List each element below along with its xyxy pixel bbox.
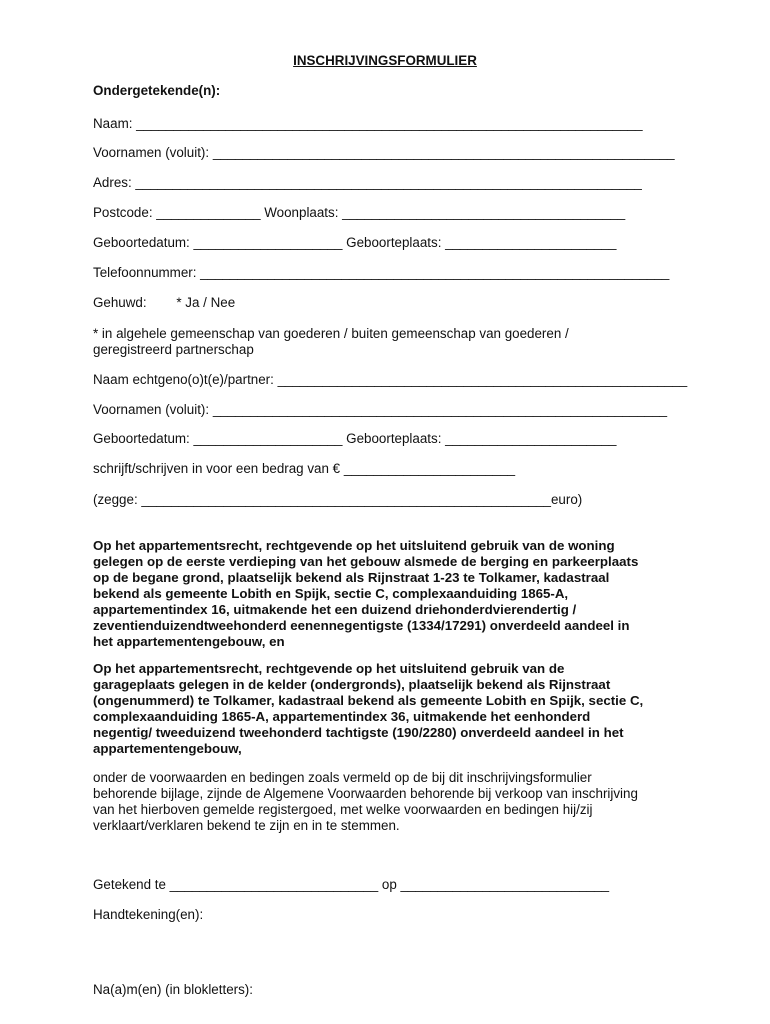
name-field[interactable]: Naam: ____________________________________________________________________ bbox=[93, 116, 643, 131]
phone-field[interactable]: Telefoonnummer: _______________________________________________________________ bbox=[93, 265, 670, 280]
amount-in-words-field[interactable]: (zegge: _______________________________________________________euro) bbox=[93, 492, 583, 507]
birth-date-place-field[interactable]: Geboortedatum: ____________________ Geboorteplaats: _______________________ bbox=[93, 235, 617, 250]
married-field[interactable]: Gehuwd: * Ja / Nee bbox=[93, 295, 236, 310]
signed-at-field[interactable]: Getekend te ____________________________ op ____________________________ bbox=[93, 877, 610, 892]
community-of-property-note: * in algehele gemeenschap van goederen / buiten gemeenschap van goederen / geregistreerd partnerschap bbox=[93, 326, 569, 357]
garage-right-paragraph: Op het appartementsrecht, rechtgevende op het uitsluitend gebruik van de garageplaats gelegen in de kelder (ondergronds), plaatselijk bekend als Rijnstraat (ongenummerd) te Tolkamer, kadastraal bekend als gemeente Lobith en Spijk, sectie C, complexaanduiding 1865-A, appartementindex 36, uitmakende het eenhonderd negentig/ tweeduizend tweehonderd tachtigste (190/2280) onverdeeld aandeel in het appartementengebouw, bbox=[93, 661, 644, 756]
form-title: INSCHRIJVINGSFORMULIER bbox=[293, 53, 477, 68]
block-letters-name-label: Na(a)m(en) (in blokletters): bbox=[93, 982, 253, 997]
address-field[interactable]: Adres: ____________________________________________________________________ bbox=[93, 175, 642, 190]
partner-name-field[interactable]: Naam echtgeno(o)t(e)/partner: _______________________________________________________ bbox=[93, 372, 688, 387]
postcode-city-field[interactable]: Postcode: ______________ Woonplaats: ______________________________________ bbox=[93, 205, 626, 220]
first-names-field[interactable]: Voornamen (voluit): ______________________________________________________________ bbox=[93, 145, 675, 160]
undersigned-heading: Ondergetekende(n): bbox=[93, 83, 221, 98]
partner-first-names-field[interactable]: Voornamen (voluit): _____________________________________________________________ bbox=[93, 402, 668, 417]
partner-birth-date-place-field[interactable]: Geboortedatum: ____________________ Geboorteplaats: _______________________ bbox=[93, 431, 617, 446]
conditions-paragraph: onder de voorwaarden en bedingen zoals vermeld op de bij dit inschrijvingsformulier behorende bijlage, zijnde de Algemene Voorwaarden behorende bij verkoop van inschrijving van het hierboven gemelde registergoed, met welke voorwaarden en bedingen hij/zij verklaart/verklaren bekend te zijn en in te stemmen. bbox=[93, 770, 638, 833]
apartment-right-paragraph: Op het appartementsrecht, rechtgevende op het uitsluitend gebruik van de woning gelegen op de eerste verdieping van het gebouw alsmede de berging en parkeerplaats op de begane grond, plaatselijk bekend als Rijnstraat 1-23 te Tolkamer, kadastraal bekend als gemeente Lobith en Spijk, sectie C, complexaanduiding 1865-A, appartementindex 16, uitmakende het een duizend driehonderdvierendertig / zeventienduizendtweehonderd eenennegentigste (1334/17291) onverdeeld aandeel in het appartementengebouw, en bbox=[93, 538, 639, 649]
amount-field[interactable]: schrijft/schrijven in voor een bedrag van € _______________________ bbox=[93, 461, 516, 476]
signature-label: Handtekening(en): bbox=[93, 907, 204, 922]
